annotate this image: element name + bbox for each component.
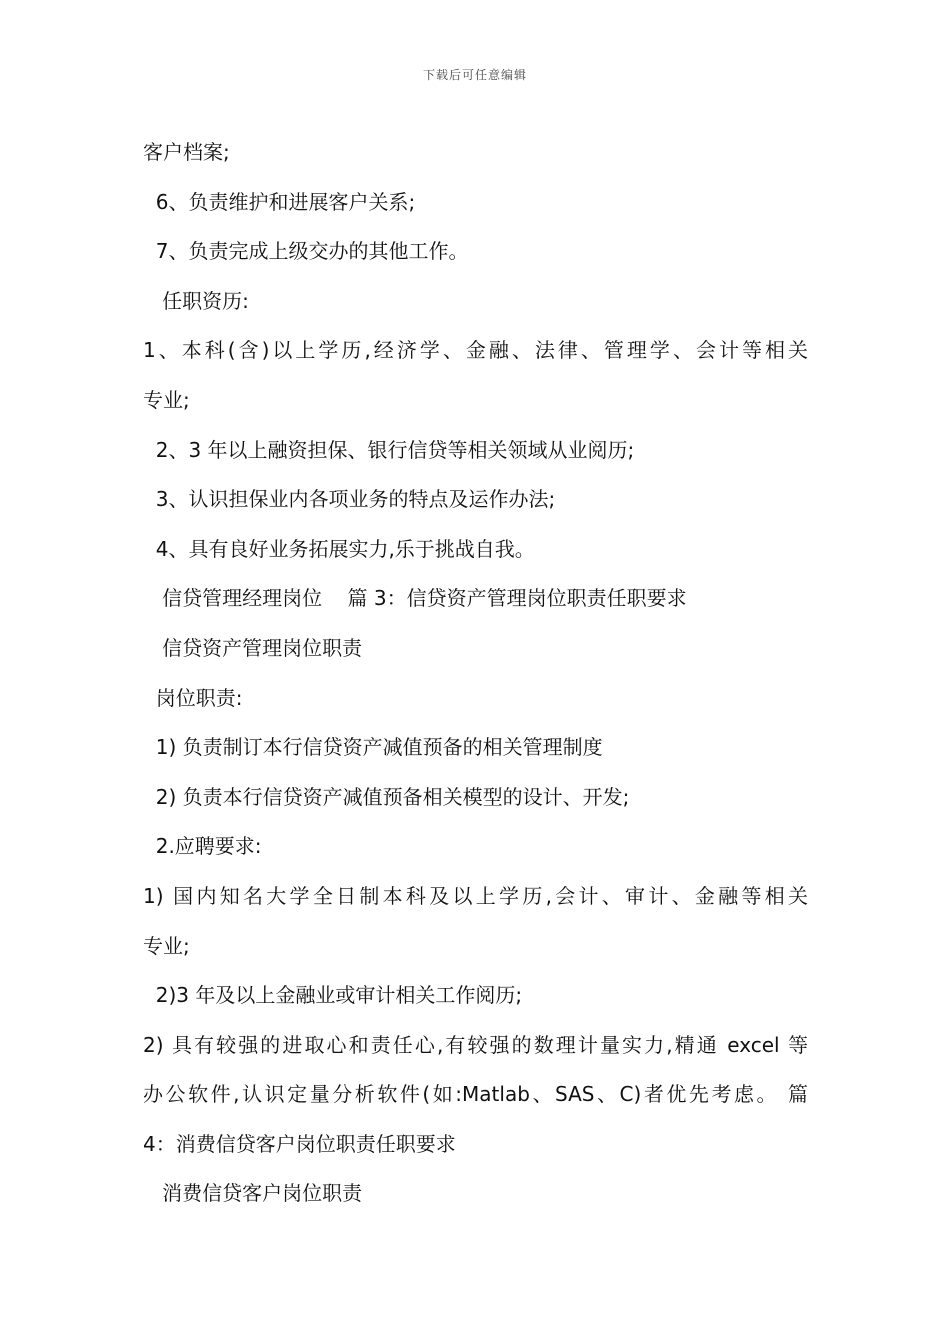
text-line: 2)3 年及以上金融业或审计相关工作阅历; (143, 983, 523, 1008)
text-line: 6、负责维护和进展客户关系; (143, 189, 416, 214)
text-line: 专业; (143, 387, 190, 412)
text-line: 7、负责完成上级交办的其他工作。 (143, 239, 469, 264)
text-line: 岗位职责: (143, 685, 243, 710)
text-line: 1) 负责制订本行信贷资产减值预备的相关管理制度 (143, 735, 603, 760)
text-line: 3、认识担保业内各项业务的特点及运作办法; (143, 487, 556, 512)
text-line: 2.应聘要求: (143, 834, 262, 859)
text-line: 任职资历: (143, 288, 249, 313)
text-line: 消费信贷客户岗位职责 (143, 1181, 363, 1206)
document-body (143, 128, 808, 1219)
text-line: 办公软件,认识定量分析软件(如:Matlab、SAS、C)者优先考虑。 篇 (143, 1082, 808, 1107)
text-line: 信贷资产管理岗位职责 (143, 635, 363, 660)
text-line: 2) 负责本行信贷资产减值预备相关模型的设计、开发; (143, 784, 630, 809)
text-line: 1) 国内知名大学全日制本科及以上学历,会计、审计、金融等相关 (143, 883, 808, 908)
page-header: 下载后可任意编辑 (422, 68, 527, 82)
text-line: 1、本科(含)以上学历,经济学、金融、法律、管理学、会计等相关 (143, 338, 808, 363)
text-line: 4：消费信贷客户岗位职责任职要求 (143, 1131, 456, 1156)
text-line: 客户档案; (143, 140, 230, 164)
text-line: 专业; (143, 933, 190, 958)
text-line: 2) 具有较强的进取心和责任心,有较强的数理计量实力,精通 excel 等 (143, 1032, 808, 1057)
text-line: 2、3 年以上融资担保、银行信贷等相关领域从业阅历; (143, 437, 635, 462)
text-line: 信贷管理经理岗位 篇 3：信贷资产管理岗位职责任职要求 (143, 586, 687, 611)
text-line: 4、具有良好业务拓展实力,乐于挑战自我。 (143, 536, 535, 561)
